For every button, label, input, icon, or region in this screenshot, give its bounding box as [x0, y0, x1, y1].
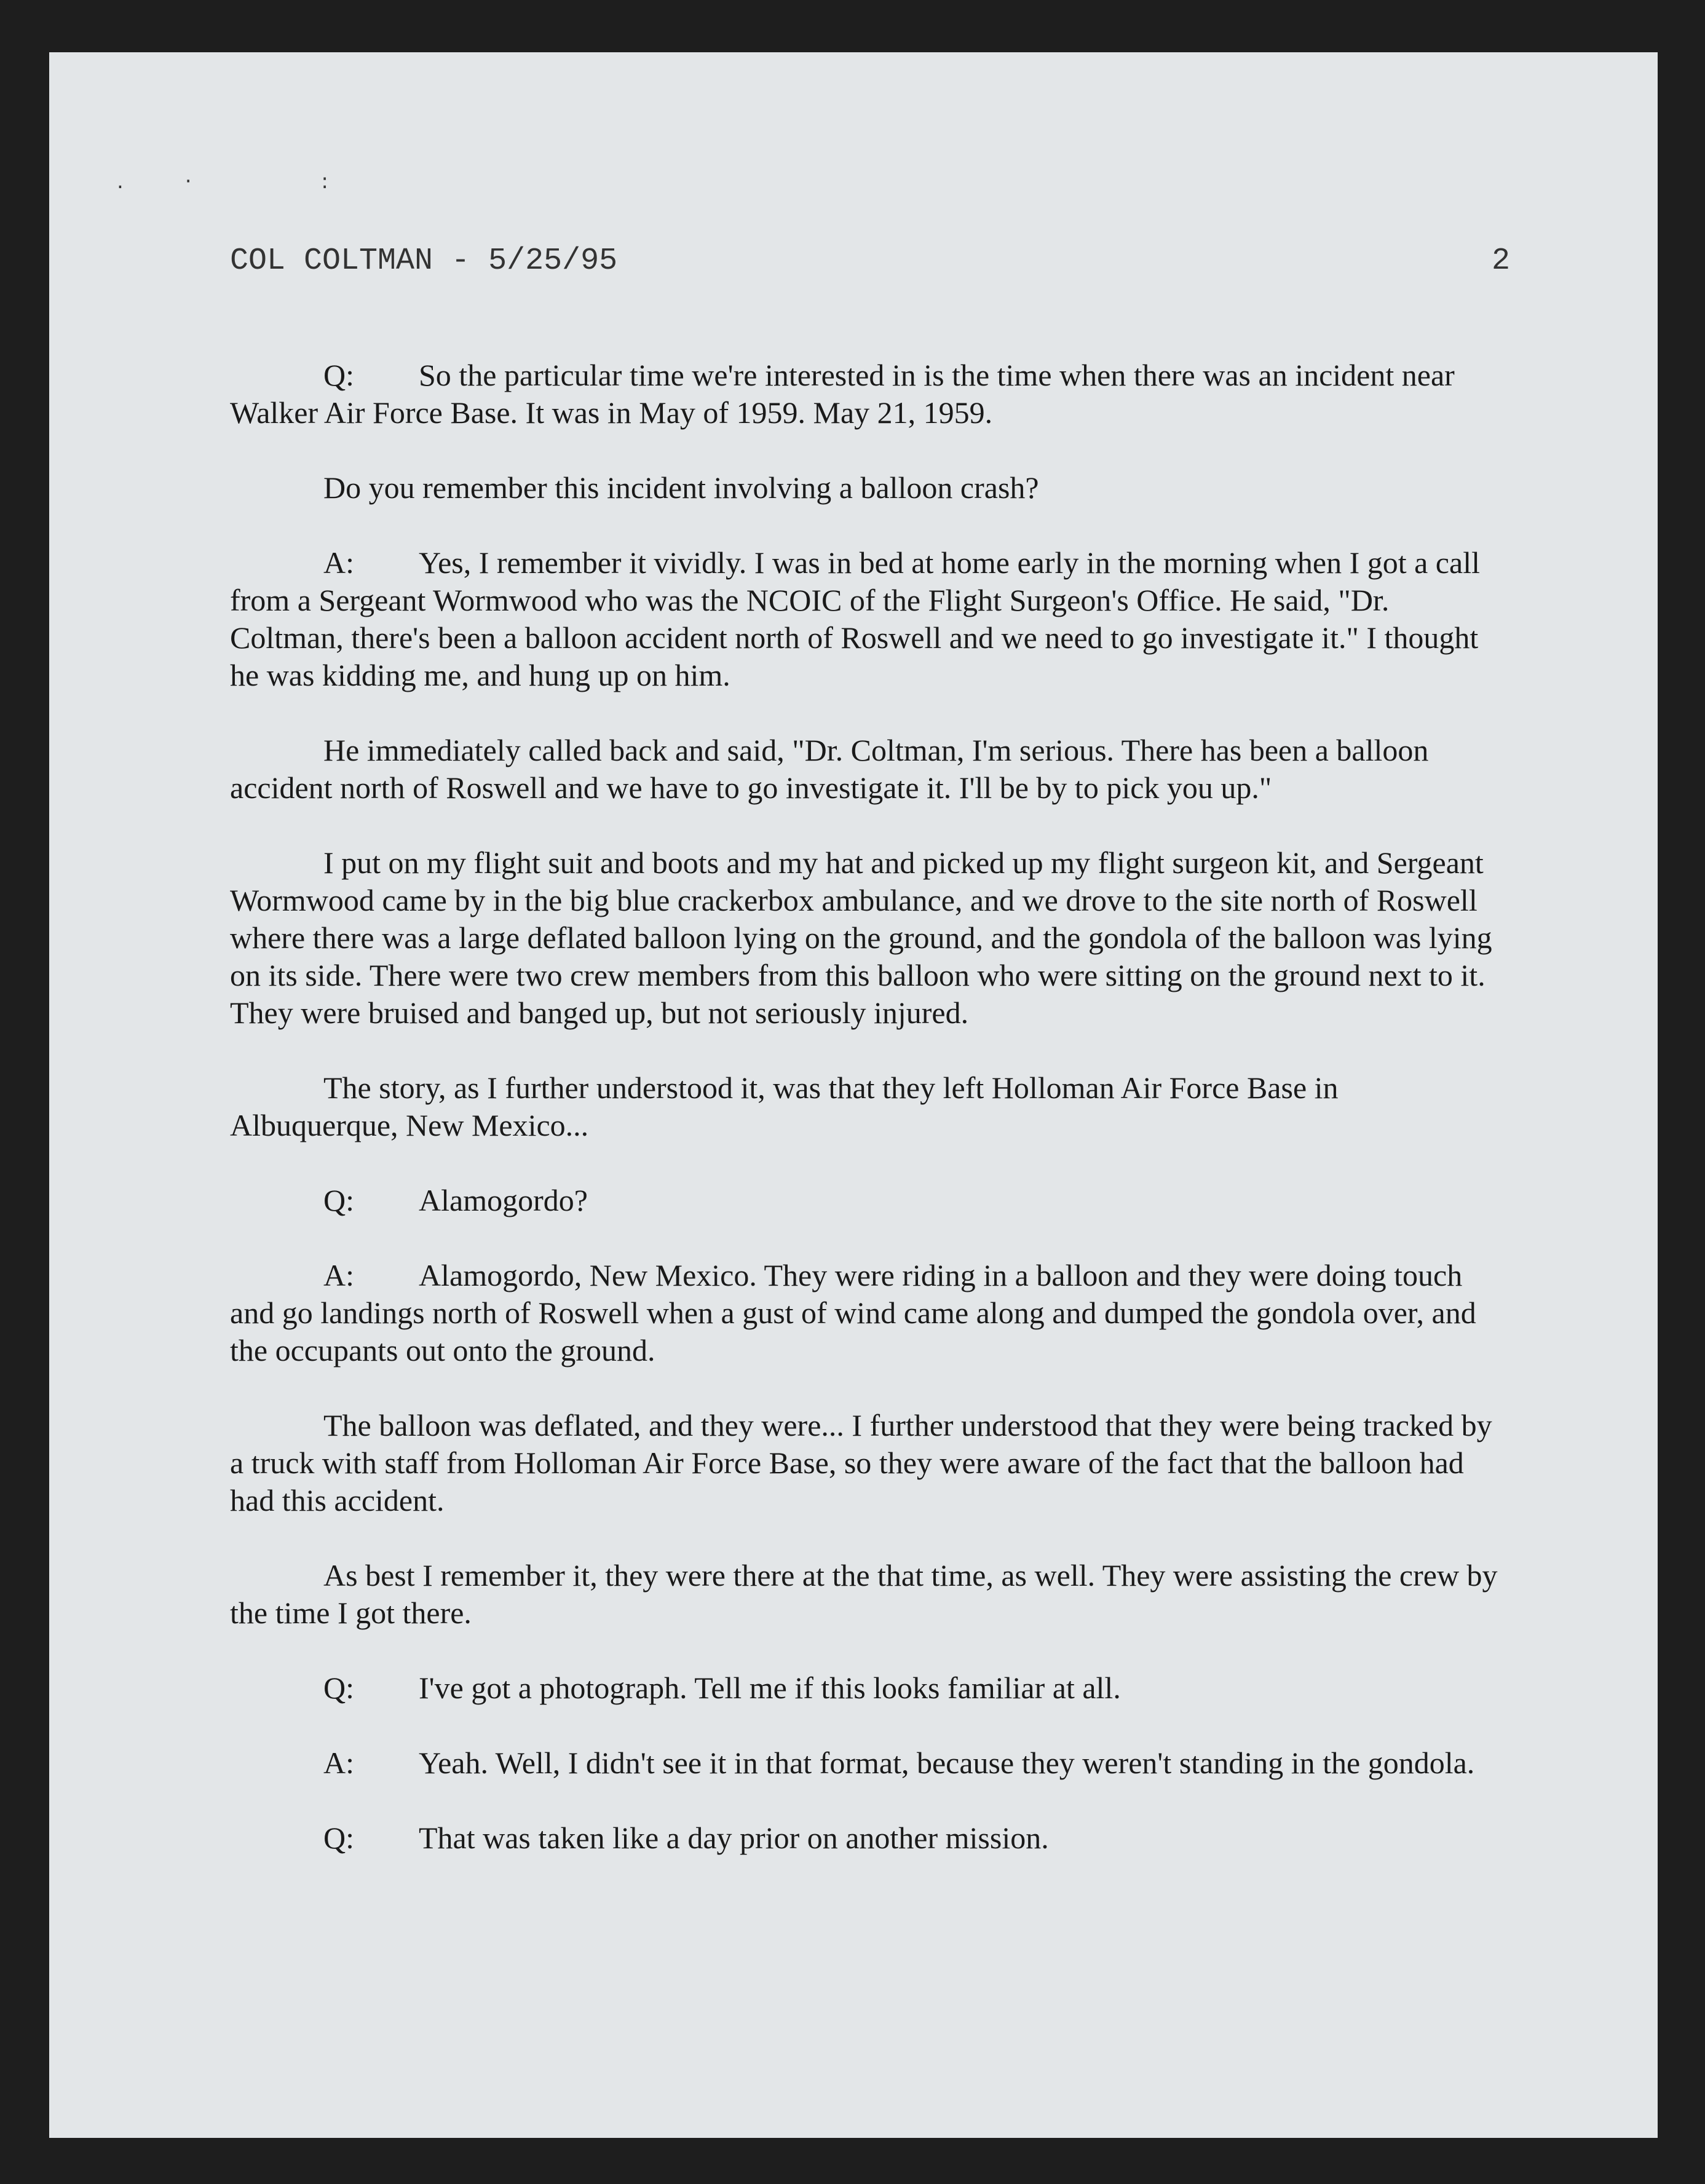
transcript-paragraph: [230, 1257, 1510, 1369]
paragraph-text: He immediately called back and said, "Dr. Coltman, I'm serious. There has been a balloon accident north of Roswell and we have to go investigate it. I'll be by to pick you up.": [230, 733, 1429, 805]
document-page: [49, 52, 1658, 2138]
header-title: COL COLTMAN - 5/25/95: [230, 243, 618, 279]
transcript-paragraph: [230, 1069, 1510, 1144]
speaker-label: Q:: [323, 1821, 354, 1855]
paragraph-text: Yes, I remember it vividly. I was in bed at home early in the morning when I got a call from a Sergeant Wormwood who was the NCOIC of the Flight Surgeon's Office. He said, "Dr. Coltman, there's been a balloon accident north of Roswell and we need to go investigate it." I thought he was kidding me, and hung up on him.: [230, 545, 1480, 692]
paragraph-text: That was taken like a day prior on another mission.: [419, 1821, 1049, 1855]
paragraph-text: I've got a photograph. Tell me if this looks familiar at all.: [419, 1671, 1121, 1705]
page-number: 2: [1491, 243, 1510, 279]
speaker-label: Q:: [323, 358, 354, 392]
paragraph-text: Do you remember this incident involving a balloon crash?: [323, 470, 1039, 505]
transcript-paragraph: [230, 469, 1510, 507]
paragraph-text: The story, as I further understood it, was that they left Holloman Air Force Base in Albuquerque, New Mexico...: [230, 1070, 1339, 1142]
paragraph-text: As best I remember it, they were there at the that time, as well. They were assisting the crew by the time I got there.: [230, 1558, 1498, 1630]
transcript-paragraph: [230, 1669, 1510, 1707]
transcript-paragraph: [230, 544, 1510, 694]
paragraph-text: Alamogordo?: [419, 1183, 588, 1217]
transcript-paragraph: [230, 1557, 1510, 1632]
speaker-label: A:: [323, 1746, 354, 1780]
transcript-paragraph: [230, 1819, 1510, 1857]
paragraph-text: The balloon was deflated, and they were... I further understood that they were being tracked by a truck with staff from Holloman Air Force Base, so they were aware of the fact that the balloon had had this accident.: [230, 1408, 1492, 1517]
speaker-label: Q:: [323, 1671, 354, 1705]
paragraph-text: So the particular time we're interested in is the time when there was an incident near Walker Air Force Base. It was in May of 1959. May 21, 1959.: [230, 358, 1455, 430]
paragraph-text: I put on my flight suit and boots and my hat and picked up my flight surgeon kit, and Sergeant Wormwood came by in the big blue crackerbox ambulance, and we drove to the site north of Roswell where there was a large deflated balloon lying on the ground, and the gondola of the balloon was lying on its side. There were two crew members from this balloon who were sitting on the ground next to it. They were bruised and banged up, but not seriously injured.: [230, 845, 1492, 1030]
transcript-paragraph: [230, 1407, 1510, 1519]
speaker-label: A:: [323, 1258, 354, 1292]
transcript-paragraph: [230, 844, 1510, 1032]
speaker-label: Q:: [323, 1183, 354, 1217]
speaker-label: A:: [323, 545, 354, 580]
paragraph-text: Alamogordo, New Mexico. They were riding in a balloon and they were doing touch and go landings north of Roswell when a gust of wind came along and dumped the gondola over, and the occupants out onto the ground.: [230, 1258, 1476, 1367]
transcript-paragraph: [230, 357, 1510, 432]
page-header: [230, 243, 1510, 280]
scan-specks: .· :: [117, 169, 390, 194]
transcript-paragraph: [230, 1744, 1510, 1782]
transcript-body: [230, 357, 1510, 1857]
transcript-paragraph: [230, 1182, 1510, 1219]
paragraph-text: Yeah. Well, I didn't see it in that format, because they weren't standing in the gondola.: [419, 1746, 1475, 1780]
transcript-paragraph: [230, 732, 1510, 807]
